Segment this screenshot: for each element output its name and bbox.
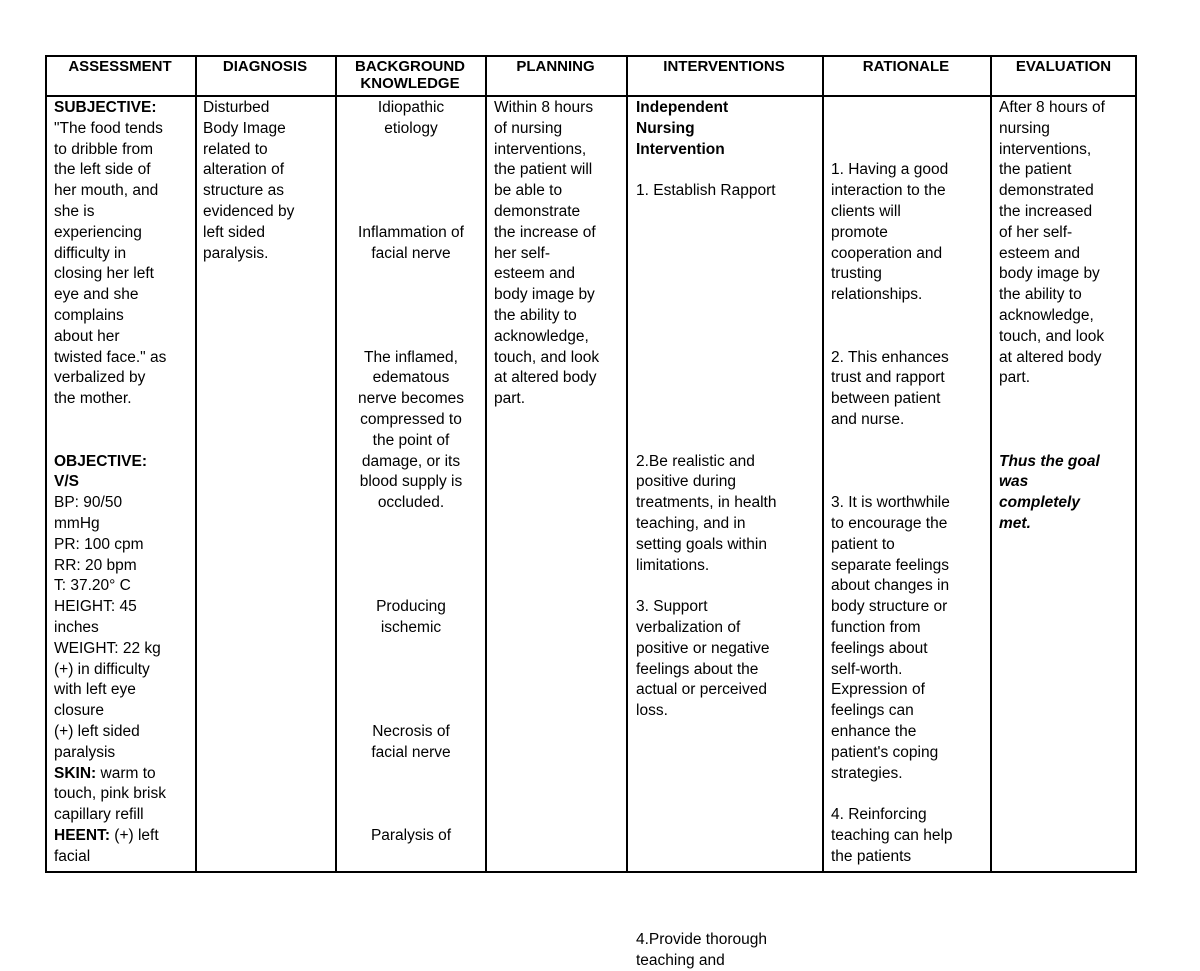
spacer: [337, 639, 485, 660]
column-divider: [195, 55, 197, 873]
spacer: [54, 410, 194, 431]
rationale-item: 2. This enhances: [831, 348, 949, 366]
text-line: be able to: [494, 182, 563, 200]
text-line: (+) left sided: [54, 722, 140, 740]
text-line: her self-: [494, 244, 550, 262]
spacer: [831, 472, 989, 493]
spacer: [337, 202, 485, 223]
spacer: [337, 680, 485, 701]
text-line: part.: [494, 390, 526, 408]
text-line: relationships.: [831, 286, 923, 304]
text-line: twisted face." as: [54, 348, 167, 366]
text-line: PR: 100 cpm: [54, 535, 144, 553]
text-line: setting goals within: [636, 535, 767, 553]
spacer: [636, 867, 820, 888]
spacer: [636, 805, 820, 826]
text-line: verbalization of: [636, 618, 741, 636]
spacer: [999, 389, 1136, 410]
spacer: [636, 202, 820, 223]
spacer: [636, 576, 820, 597]
spacer: [636, 368, 820, 389]
text-line: interventions,: [494, 140, 587, 158]
background-cell: [337, 98, 485, 847]
text-line: the increase of: [494, 223, 596, 241]
spacer: [831, 119, 989, 140]
text-line: damage, or its: [361, 452, 461, 470]
goal-conclusion: met.: [999, 514, 1031, 532]
text-line: trusting: [831, 265, 882, 283]
text-line: WEIGHT: 22 kg: [54, 639, 161, 657]
planning-cell: [494, 98, 624, 410]
text-line: demonstrated: [999, 182, 1094, 200]
spacer: [636, 223, 820, 244]
interventions-cell: [636, 98, 820, 971]
spacer: [636, 847, 820, 868]
text-line: paralysis.: [203, 244, 269, 262]
text-line: paralysis: [54, 743, 116, 761]
spacer: [54, 431, 194, 452]
spacer: [636, 306, 820, 327]
text-line: Paralysis of: [370, 826, 452, 844]
spacer: [337, 556, 485, 577]
header-diagnosis: DIAGNOSIS: [222, 58, 308, 75]
text-line: treatments, in health: [636, 494, 777, 512]
spacer: [636, 784, 820, 805]
text-line: about her: [54, 327, 120, 345]
text-line: feelings about: [831, 639, 928, 657]
evaluation-cell: [999, 98, 1136, 535]
spacer: [831, 98, 989, 119]
intervention-item: 2.Be realistic and: [636, 452, 755, 470]
text-line: patient's coping: [831, 743, 939, 761]
intervention-item: 3. Support: [636, 598, 708, 616]
text-line: the mother.: [54, 390, 132, 408]
text-line: demonstrate: [494, 202, 581, 220]
text-line: with left eye: [54, 681, 136, 699]
text-line: the ability to: [494, 306, 577, 324]
spacer: [337, 535, 485, 556]
text-line: eye and she: [54, 286, 139, 304]
spacer: [337, 701, 485, 722]
text-line: feelings can: [831, 702, 914, 720]
text-line: positive during: [636, 473, 736, 491]
spacer: [337, 327, 485, 348]
text-line: Necrosis of: [372, 722, 450, 740]
header-rationale: RATIONALE: [862, 58, 950, 75]
text-line: the increased: [999, 202, 1093, 220]
text-line: touch, and look: [999, 327, 1105, 345]
text-line: enhance the: [831, 722, 917, 740]
text-line: The inflamed,: [364, 348, 458, 366]
text-line: occluded.: [377, 494, 445, 512]
text-line: clients will: [831, 202, 901, 220]
spacer: [831, 327, 989, 348]
spacer: [636, 722, 820, 743]
goal-conclusion: completely: [999, 494, 1080, 512]
text-line: promote: [831, 223, 888, 241]
text-line: touch, pink brisk: [54, 785, 166, 803]
text-line: esteem and: [999, 244, 1080, 262]
text-line: touch, and look: [494, 348, 600, 366]
header-planning: PLANNING: [516, 58, 595, 75]
text-line: esteem and: [494, 265, 575, 283]
text-line: interaction to the: [831, 182, 946, 200]
text-line: Body Image: [203, 119, 286, 137]
spacer: [636, 888, 820, 909]
text-line: the patient will: [494, 161, 593, 179]
skin-text: warm to: [96, 764, 156, 782]
text-line: etiology: [384, 119, 438, 137]
spacer: [999, 410, 1136, 431]
text-line: Idiopathic: [377, 99, 445, 116]
text-line: she is: [54, 202, 95, 220]
text-line: interventions,: [999, 140, 1092, 158]
interventions-heading: Intervention: [636, 140, 725, 158]
header-line: KNOWLEDGE: [360, 75, 460, 92]
text-line: actual or perceived: [636, 681, 767, 699]
text-line: teaching, and in: [636, 514, 746, 532]
text-line: blood supply is: [359, 473, 463, 491]
text-line: closing her left: [54, 265, 154, 283]
text-line: RR: 20 bpm: [54, 556, 137, 574]
spacer: [636, 348, 820, 369]
objective-heading: OBJECTIVE:: [54, 452, 148, 470]
text-line: the ability to: [999, 286, 1082, 304]
spacer: [831, 431, 989, 452]
spacer: [636, 285, 820, 306]
column-divider: [990, 55, 992, 873]
text-line: trust and rapport: [831, 369, 945, 387]
skin-line: [54, 764, 194, 785]
spacer: [636, 410, 820, 431]
text-line: her mouth, and: [54, 182, 159, 200]
text-line: acknowledge,: [999, 306, 1094, 324]
text-line: self-worth.: [831, 660, 903, 678]
text-line: the patient: [999, 161, 1072, 179]
spacer: [831, 140, 989, 161]
spacer: [337, 784, 485, 805]
header-evaluation: EVALUATION: [1015, 58, 1112, 75]
text-line: body image by: [999, 265, 1100, 283]
spacer: [636, 389, 820, 410]
header-divider: [45, 95, 1137, 97]
text-line: T: 37.20° C: [54, 577, 131, 595]
text-line: closure: [54, 702, 104, 720]
text-line: Inflammation of: [358, 223, 464, 241]
text-line: between patient: [831, 390, 941, 408]
spacer: [636, 327, 820, 348]
header-line: BACKGROUND: [355, 58, 465, 75]
spacer: [636, 160, 820, 181]
text-line: nerve becomes: [358, 390, 464, 408]
heent-line: [54, 826, 194, 847]
text-line: of her self-: [999, 223, 1073, 241]
text-line: facial: [54, 847, 91, 865]
spacer: [337, 576, 485, 597]
care-plan-table: [45, 55, 1137, 969]
text-line: body image by: [494, 286, 595, 304]
intervention-item: 1. Establish Rapport: [636, 182, 776, 200]
text-line: feelings about the: [636, 660, 759, 678]
rationale-cell: [831, 98, 989, 867]
text-line: the point of: [372, 431, 450, 449]
text-line: inches: [54, 618, 99, 636]
spacer: [337, 764, 485, 785]
text-line: of nursing: [494, 119, 563, 137]
spacer: [337, 660, 485, 681]
spacer: [337, 264, 485, 285]
spacer: [337, 181, 485, 202]
text-line: HEIGHT: 45: [54, 598, 137, 616]
rationale-item: 3. It is worthwhile: [831, 494, 950, 512]
diagnosis-cell: [203, 98, 333, 264]
text-line: separate feelings: [831, 556, 950, 574]
heent-text: (+) left: [109, 826, 159, 844]
text-line: about changes in: [831, 577, 950, 595]
spacer: [337, 805, 485, 826]
text-line: left sided: [203, 223, 266, 241]
spacer: [636, 264, 820, 285]
spacer: [636, 826, 820, 847]
text-line: Expression of: [831, 681, 925, 699]
goal-conclusion: was: [999, 473, 1029, 491]
spacer: [831, 306, 989, 327]
text-line: complains: [54, 306, 124, 324]
text-line: facial nerve: [371, 743, 451, 761]
skin-label: SKIN:: [54, 764, 97, 782]
spacer: [636, 431, 820, 452]
assessment-cell: [54, 98, 194, 867]
spacer: [636, 244, 820, 265]
spacer: [337, 514, 485, 535]
text-line: function from: [831, 618, 921, 636]
spacer: [337, 140, 485, 161]
text-line: alteration of: [203, 161, 284, 179]
rationale-item: 1. Having a good: [831, 161, 949, 179]
text-line: mmHg: [54, 514, 100, 532]
text-line: edematous: [372, 369, 450, 387]
text-line: related to: [203, 140, 268, 158]
text-line: and nurse.: [831, 410, 905, 428]
text-line: Within 8 hours: [494, 99, 594, 116]
text-line: at altered body: [494, 369, 597, 387]
spacer: [831, 784, 989, 805]
text-line: acknowledge,: [494, 327, 589, 345]
text-line: teaching can help: [831, 826, 953, 844]
spacer: [337, 306, 485, 327]
text-line: positive or negative: [636, 639, 770, 657]
text-line: Disturbed: [203, 99, 270, 116]
column-divider: [485, 55, 487, 873]
text-line: teaching and: [636, 951, 725, 969]
text-line: (+) in difficulty: [54, 660, 150, 678]
header-assessment: ASSESSMENT: [68, 58, 172, 75]
text-line: body structure or: [831, 598, 948, 616]
text-line: facial nerve: [371, 244, 451, 262]
spacer: [337, 160, 485, 181]
interventions-heading: Independent: [636, 99, 729, 116]
text-line: nursing: [999, 119, 1050, 137]
spacer: [999, 431, 1136, 452]
heent-label: HEENT:: [54, 826, 110, 844]
text-line: part.: [999, 369, 1031, 387]
text-line: compressed to: [360, 410, 462, 428]
interventions-heading: Nursing: [636, 119, 695, 137]
text-line: at altered body: [999, 348, 1102, 366]
text-line: strategies.: [831, 764, 903, 782]
text-line: ischemic: [380, 618, 442, 636]
text-line: to dribble from: [54, 140, 154, 158]
spacer: [636, 764, 820, 785]
text-line: loss.: [636, 702, 668, 720]
text-line: Producing: [376, 598, 446, 616]
text-line: the patients: [831, 847, 912, 865]
text-line: verbalized by: [54, 369, 146, 387]
text-line: evidenced by: [203, 202, 295, 220]
spacer: [337, 285, 485, 306]
spacer: [831, 452, 989, 473]
subjective-heading: SUBJECTIVE:: [54, 99, 157, 116]
text-line: After 8 hours of: [999, 99, 1105, 116]
text-line: "The food tends: [54, 119, 163, 137]
rationale-item: 4. Reinforcing: [831, 806, 927, 824]
column-divider: [626, 55, 628, 873]
intervention-item: 4.Provide thorough: [636, 930, 767, 948]
column-divider: [822, 55, 824, 873]
text-line: BP: 90/50: [54, 494, 123, 512]
vital-signs-heading: V/S: [54, 473, 79, 491]
text-line: limitations.: [636, 556, 710, 574]
text-line: capillary refill: [54, 806, 144, 824]
text-line: difficulty in: [54, 244, 127, 262]
spacer: [636, 743, 820, 764]
header-interventions: INTERVENTIONS: [663, 58, 785, 75]
text-line: the left side of: [54, 161, 151, 179]
text-line: structure as: [203, 182, 284, 200]
text-line: patient to: [831, 535, 895, 553]
text-line: to encourage the: [831, 514, 948, 532]
header-background-knowledge: [335, 58, 485, 92]
text-line: cooperation and: [831, 244, 943, 262]
goal-conclusion: Thus the goal: [999, 452, 1100, 470]
text-line: experiencing: [54, 223, 142, 241]
